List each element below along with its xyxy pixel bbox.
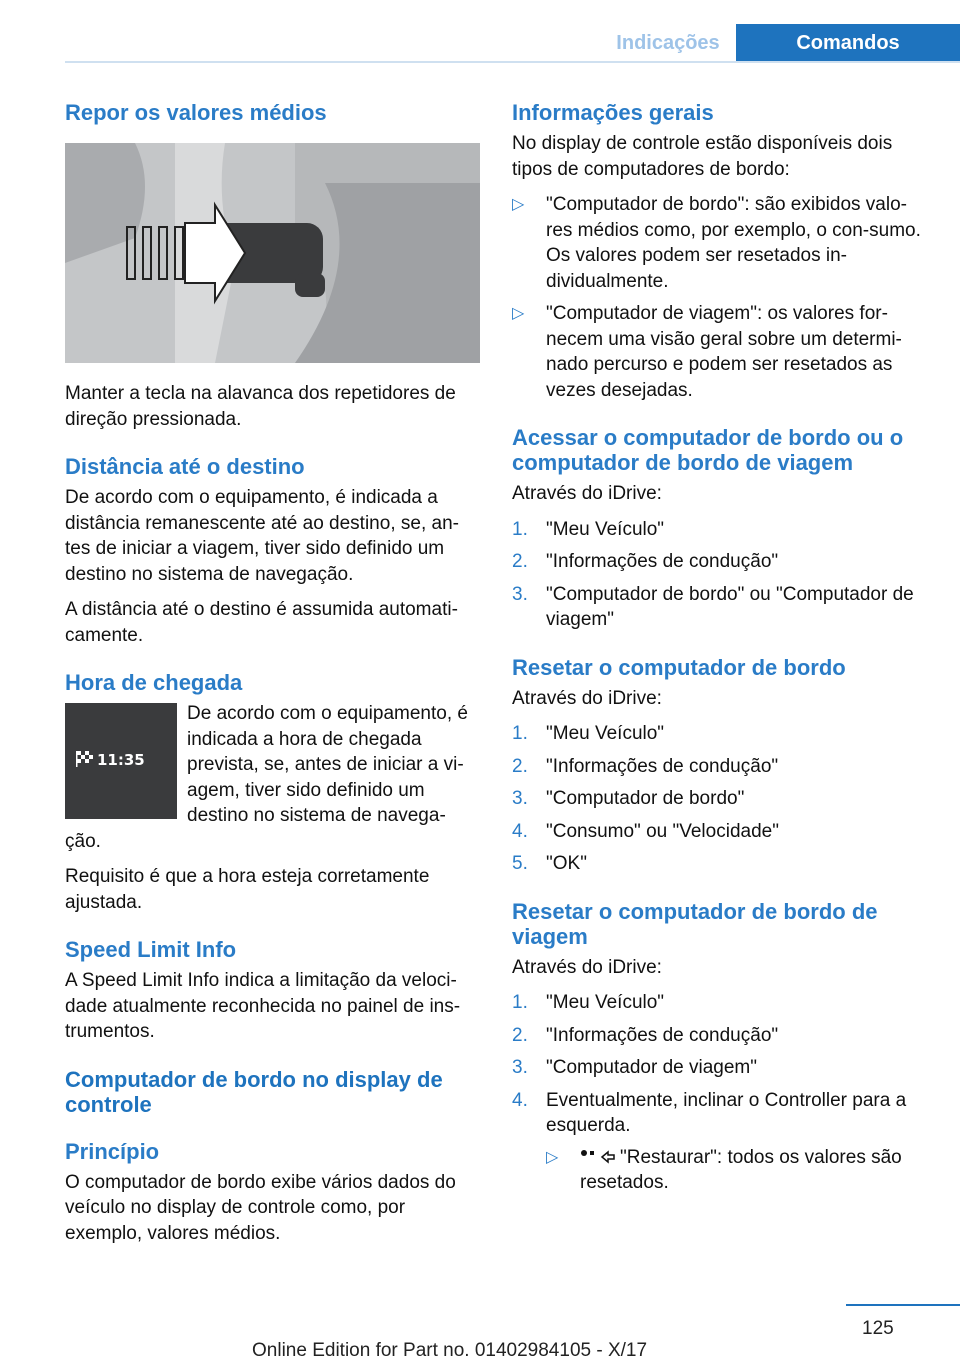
principle-paragraph: O computador de bordo exibe vários dados do veículo no display de controle como, por exemplo, valores médios. bbox=[65, 1171, 456, 1244]
arrival-paragraph-1: De acordo com o equipamento, é indicada a hora de chegada prevista, se, antes de iniciar a vi-agem, tiver sido definido um destino no sistema de navega-ção. bbox=[65, 703, 468, 852]
arrival-title: Hora de chegada bbox=[65, 670, 243, 695]
list-item bbox=[512, 582, 927, 633]
access-computer-title: Acessar o computador de bordo ou o computador de bordo de viagem bbox=[512, 425, 904, 475]
speed-limit-paragraph: A Speed Limit Info indica a limitação da veloci-dade atualmente reconhecida no painel de ins-trumentos. bbox=[65, 970, 461, 1042]
reset-trip-steps bbox=[512, 990, 927, 1196]
list-item bbox=[512, 301, 927, 403]
step-number: 4. bbox=[512, 1089, 528, 1111]
list-item-text: "Consumo" ou "Velocidade" bbox=[546, 820, 779, 842]
list-item-text: "Informações de condução" bbox=[546, 755, 779, 777]
checkered-flag-icon bbox=[75, 749, 95, 767]
speed-limit-title: Speed Limit Info bbox=[65, 937, 237, 962]
left-column bbox=[65, 100, 480, 1256]
turn-signal-lever-photo bbox=[65, 143, 480, 363]
step-number: 2. bbox=[512, 1024, 528, 1046]
triangle-bullet-icon: ▷ bbox=[512, 305, 525, 322]
distance-paragraph-1: De acordo com o equipamento, é indicada a distância remanescente até ao destino, se, an-tes de iniciar a viagem, tiver sido definido um destino no sistema de navegação. bbox=[65, 487, 459, 585]
step-number: 5. bbox=[512, 853, 528, 874]
list-item bbox=[512, 549, 927, 575]
reset-trip-intro: Através do iDrive: bbox=[512, 956, 662, 978]
step-number: 3. bbox=[512, 1057, 528, 1078]
list-item-text: "Meu Veículo" bbox=[546, 723, 665, 744]
step-number: 2. bbox=[512, 551, 528, 572]
list-item bbox=[512, 1023, 927, 1049]
edition-footer: Online Edition for Part no. 01402984105 - X/17 bbox=[252, 1340, 648, 1361]
list-item bbox=[512, 786, 927, 812]
step-number: 2. bbox=[512, 755, 528, 777]
list-item-text: "Meu Veículo" bbox=[546, 518, 665, 540]
list-item-text: "Meu Veículo" bbox=[546, 992, 665, 1013]
step-number: 1. bbox=[512, 992, 528, 1013]
arrival-time-display bbox=[65, 703, 177, 819]
list-item-text: Eventualmente, inclinar o Controller para a esquerda. bbox=[546, 1089, 907, 1136]
reset-averages-text: Manter a tecla na alavanca dos repetidores de direção pressionada. bbox=[65, 383, 456, 430]
list-item bbox=[512, 721, 927, 747]
access-steps bbox=[512, 517, 927, 633]
list-item bbox=[512, 192, 927, 294]
list-item bbox=[512, 517, 927, 543]
triangle-bullet-icon: ▷ bbox=[546, 1148, 559, 1166]
list-item-text: "Restaurar": todos os valores são resetados. bbox=[580, 1146, 902, 1193]
tab-indicacoes[interactable]: Indicações bbox=[616, 32, 720, 54]
arrival-time-value: 11:35 bbox=[97, 751, 145, 769]
onboard-computer-title: Computador de bordo no display de controle bbox=[65, 1066, 443, 1117]
header-rule bbox=[65, 61, 960, 63]
right-column bbox=[512, 100, 927, 1206]
list-item bbox=[512, 990, 927, 1016]
list-item bbox=[512, 1055, 927, 1081]
footer-rule bbox=[846, 1304, 960, 1306]
access-intro: Através do iDrive: bbox=[512, 483, 662, 504]
general-info-paragraph: No display de controle estão disponíveis dois tipos de computadores de bordo: bbox=[512, 133, 893, 180]
step-number: 3. bbox=[512, 583, 528, 605]
list-item-text: "Computador de bordo" ou "Computador de viagem" bbox=[546, 583, 914, 630]
list-item-text: "Computador de bordo": são exibidos valo-res médios como, por exemplo, o con-sumo. Os valores podem ser resetados in-dividualmente. bbox=[546, 194, 921, 292]
reset-menu-icon bbox=[580, 1149, 616, 1165]
distance-title: Distância até o destino bbox=[65, 454, 305, 479]
reset-steps bbox=[512, 721, 927, 877]
page-header bbox=[0, 0, 960, 62]
general-info-list bbox=[512, 192, 927, 403]
list-item-text: "Informações de condução" bbox=[546, 551, 779, 572]
step-number: 1. bbox=[512, 518, 528, 540]
arrival-paragraph-2: Requisito é que a hora esteja corretamente ajustada. bbox=[65, 866, 430, 913]
step-number: 1. bbox=[512, 723, 528, 744]
list-item bbox=[512, 851, 927, 877]
list-item-text: "Informações de condução" bbox=[546, 1024, 779, 1046]
list-item-text: "Computador de viagem": os valores for-necem uma visão geral sobre um determi-nado percurso e podem ser resetados as vezes desejadas. bbox=[546, 303, 902, 401]
page-number: 125 bbox=[862, 1318, 894, 1339]
list-item bbox=[512, 819, 927, 845]
list-item bbox=[546, 1145, 927, 1196]
list-item bbox=[512, 1088, 927, 1196]
reset-averages-title: Repor os valores médios bbox=[65, 100, 327, 125]
reset-intro: Através do iDrive: bbox=[512, 687, 662, 709]
list-item-text: "Computador de viagem" bbox=[546, 1057, 757, 1078]
step-number: 4. bbox=[512, 820, 528, 842]
step-number: 3. bbox=[512, 788, 528, 809]
reset-trip-computer-title: Resetar o computador de bordo de viagem bbox=[512, 898, 878, 949]
sub-list bbox=[546, 1145, 927, 1196]
principle-title: Princípio bbox=[65, 1138, 160, 1164]
tab-comandos[interactable]: Comandos bbox=[736, 24, 960, 62]
general-info-title: Informações gerais bbox=[512, 100, 714, 125]
triangle-bullet-icon: ▷ bbox=[512, 196, 525, 213]
list-item-text: "Computador de bordo" bbox=[546, 788, 745, 809]
list-item bbox=[512, 754, 927, 780]
list-item-text: "OK" bbox=[546, 853, 587, 874]
reset-computer-title: Resetar o computador de bordo bbox=[512, 654, 846, 680]
distance-paragraph-2: A distância até o destino é assumida automati-camente. bbox=[65, 599, 458, 646]
